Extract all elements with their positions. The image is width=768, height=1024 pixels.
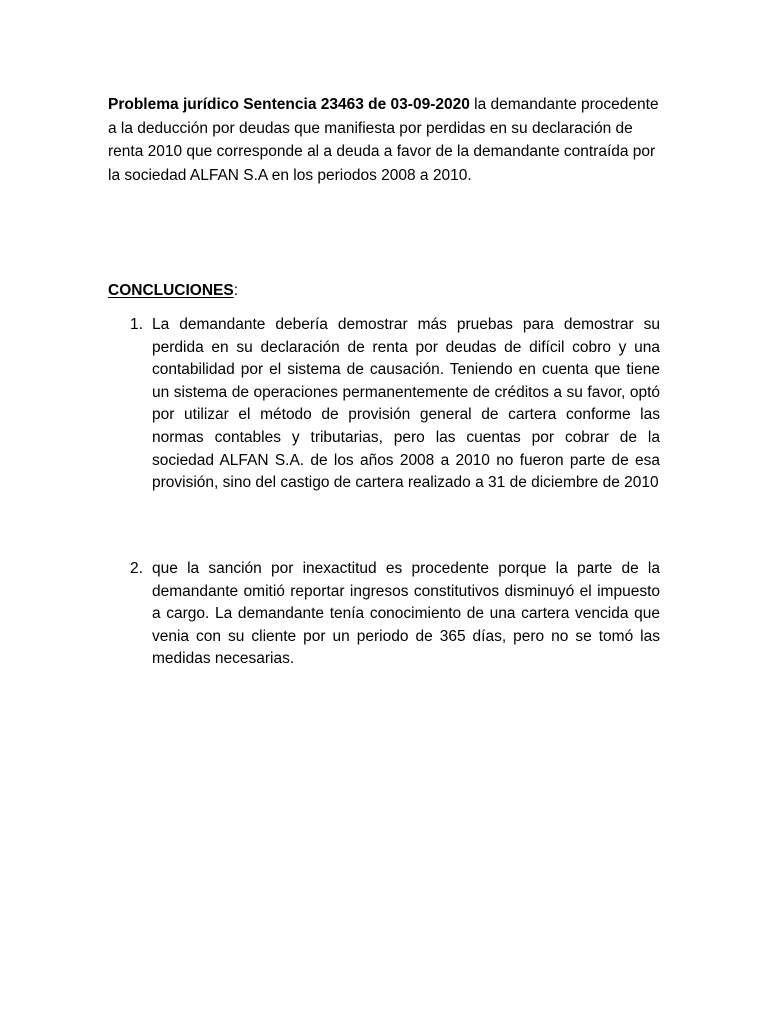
list-item-text: que la sanción por inexactitud es procedente porque la parte de la demandante omitió reportar ingresos constitutivos disminuyó el impuesto a cargo. La demandante tenía conocimiento de una cartera vencida que venia con su cliente por un periodo de 365 días, pero no se tomó las medidas necesarias. xyxy=(152,560,660,668)
problem-paragraph xyxy=(108,93,660,188)
problem-lead: Problema jurídico Sentencia 23463 de 03-09-2020 xyxy=(108,96,470,113)
conclusions-heading-text: CONCLUCIONES xyxy=(108,282,234,299)
conclusion-item-2 xyxy=(130,558,660,671)
list-number: 1. xyxy=(130,316,143,333)
conclusions-heading-colon: : xyxy=(233,282,239,299)
problem-body: la demandante procedente a la deducción por deudas que manifiesta por perdidas en su declaración de renta 2010 que corresponde al a deuda a favor de la demandante contraída por la sociedad ALFAN S.A en los periodos 2008 a 2010. xyxy=(108,96,659,185)
conclusions-heading xyxy=(108,279,238,302)
conclusion-item-1 xyxy=(130,314,660,495)
list-number: 2. xyxy=(130,560,143,577)
list-item-text: La demandante debería demostrar más pruebas para demostrar su perdida en su declaración de renta por deudas de difícil cobro y una contabilidad por el sistema de causación. Teniendo en cuenta que tiene un sistema de operaciones permanentemente de créditos a su favor, optó por utilizar el método de provisión general de cartera conforme las normas contables y tributarias, pero las cuentas por cobrar de la sociedad ALFAN S.A. de los años 2008 a 2010 no fueron parte de esa provisión, sino del castigo de cartera realizado a 31 de diciembre de 2010 xyxy=(152,316,660,492)
